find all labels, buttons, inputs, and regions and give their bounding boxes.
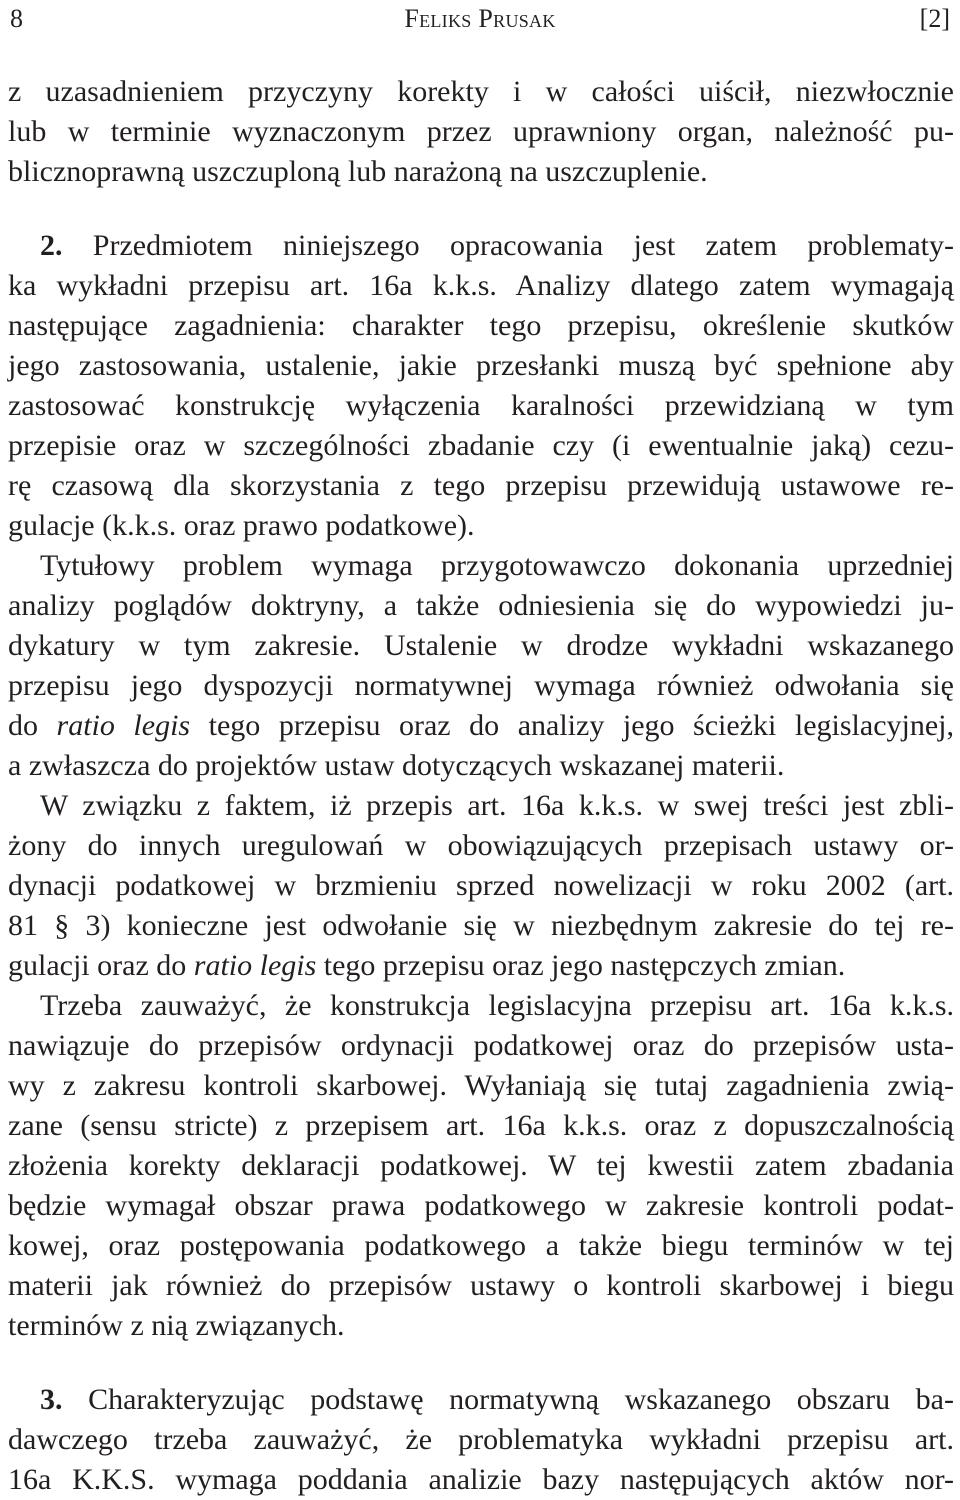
section-marker: [2] [919, 4, 950, 33]
text-span: tego przepisu oraz jego następczych zmian. [316, 949, 846, 982]
text-line: Trzeba zauważyć, że konstrukcja legislacyjna przepisu art. 16a k.k.s. [40, 989, 954, 1022]
text-line: dynacji podatkowej w brzmieniu sprzed nowelizacji w roku 2002 (art. [8, 869, 954, 902]
text-line: rę czasową dla skorzystania z tego przepisu przewidują ustawowe re- [8, 469, 954, 502]
text-line: 16a K.K.S. wymaga poddania analizie bazy następujących aktów nor- [8, 1463, 954, 1496]
text-line: przepisu jego dyspozycji normatywnej wymaga również odwołania się [8, 669, 954, 702]
text-line: zane (sensu stricte) z przepisem art. 16a k.k.s. oraz z dopuszczalnością [8, 1109, 954, 1142]
text-line: wy z zakresu kontroli skarbowej. Wyłaniają się tutaj zagadnienia zwią- [8, 1069, 954, 1102]
text-line: następujące zagadnienia: charakter tego przepisu, określenie skutków [8, 309, 954, 342]
italic-term: ratio legis [193, 949, 317, 982]
text-line: analizy poglądów doktryny, a także odniesienia się do wypowiedzi ju- [8, 589, 954, 622]
text-line: terminów z nią związanych. [8, 1309, 345, 1342]
text-line: blicznoprawną uszczuploną lub narażoną na uszczuplenie. [8, 155, 708, 188]
text-line: z uzasadnieniem przyczyny korekty i w całości uiścił, niezwłocznie [8, 75, 954, 108]
text-line [40, 1380, 954, 1420]
running-head-author: Feliks Prusak [404, 4, 556, 33]
text-span: do [8, 709, 57, 742]
text-line [8, 706, 954, 746]
text-line: 81 § 3) konieczne jest odwołanie się w niezbędnym zakresie do tej re- [8, 909, 954, 942]
section-number: 3. [40, 1383, 63, 1416]
text-line: złożenia korekty deklaracji podatkowej. W tej kwestii zatem zbadania [8, 1149, 954, 1182]
text-span: Przedmiotem niniejszego opracowania jest zatem problematy- [62, 229, 954, 262]
italic-term: ratio legis [56, 709, 191, 742]
text-line: jego zastosowania, ustalenie, jakie przesłanki muszą być spełnione aby [8, 349, 954, 382]
text-line: dawczego trzeba zauważyć, że problematyka wykładni przepisu art. [8, 1423, 954, 1456]
text-line: będzie wymagał obszar prawa podatkowego w zakresie kontroli podat- [8, 1189, 954, 1222]
text-line: a zwłaszcza do projektów ustaw dotyczących wskazanej materii. [8, 749, 785, 782]
text-span: gulacji oraz do [8, 949, 194, 982]
section-number: 2. [40, 229, 63, 262]
page-header [0, 4, 960, 38]
text-line: nawiązuje do przepisów ordynacji podatkowej oraz do przepisów usta- [8, 1029, 954, 1062]
page-number: 8 [10, 4, 23, 33]
text-line: ka wykładni przepisu art. 16a k.k.s. Analizy dlatego zatem wymagają [8, 269, 954, 302]
text-line: W związku z faktem, iż przepis art. 16a k.k.s. w swej treści jest zbli- [40, 789, 954, 822]
text-span: tego przepisu oraz do analizy jego ścieżki legislacyjnej, [190, 709, 954, 742]
text-line [8, 946, 954, 986]
text-line: materii jak również do przepisów ustawy o kontroli skarbowej i biegu [8, 1269, 954, 1302]
text-line: zastosować konstrukcję wyłączenia karalności przewidzianą w tym [8, 389, 954, 422]
text-line [40, 226, 954, 266]
text-line: żony do innych uregulowań w obowiązujących przepisach ustawy or- [8, 829, 954, 862]
text-line: gulacje (k.k.s. oraz prawo podatkowe). [8, 509, 475, 542]
text-line: Tytułowy problem wymaga przygotowawczo dokonania uprzedniej [40, 549, 954, 582]
text-line: lub w terminie wyznaczonym przez uprawniony organ, należność pu- [8, 115, 954, 148]
text-line: przepisie oraz w szczególności zbadanie czy (i ewentualnie jaką) cezu- [8, 429, 954, 462]
text-line: dykatury w tym zakresie. Ustalenie w drodze wykładni wskazanego [8, 629, 954, 662]
text-line: kowej, oraz postępowania podatkowego a także biegu terminów w tej [8, 1229, 954, 1262]
text-span: Charakteryzując podstawę normatywną wskazanego obszaru ba- [62, 1383, 954, 1416]
